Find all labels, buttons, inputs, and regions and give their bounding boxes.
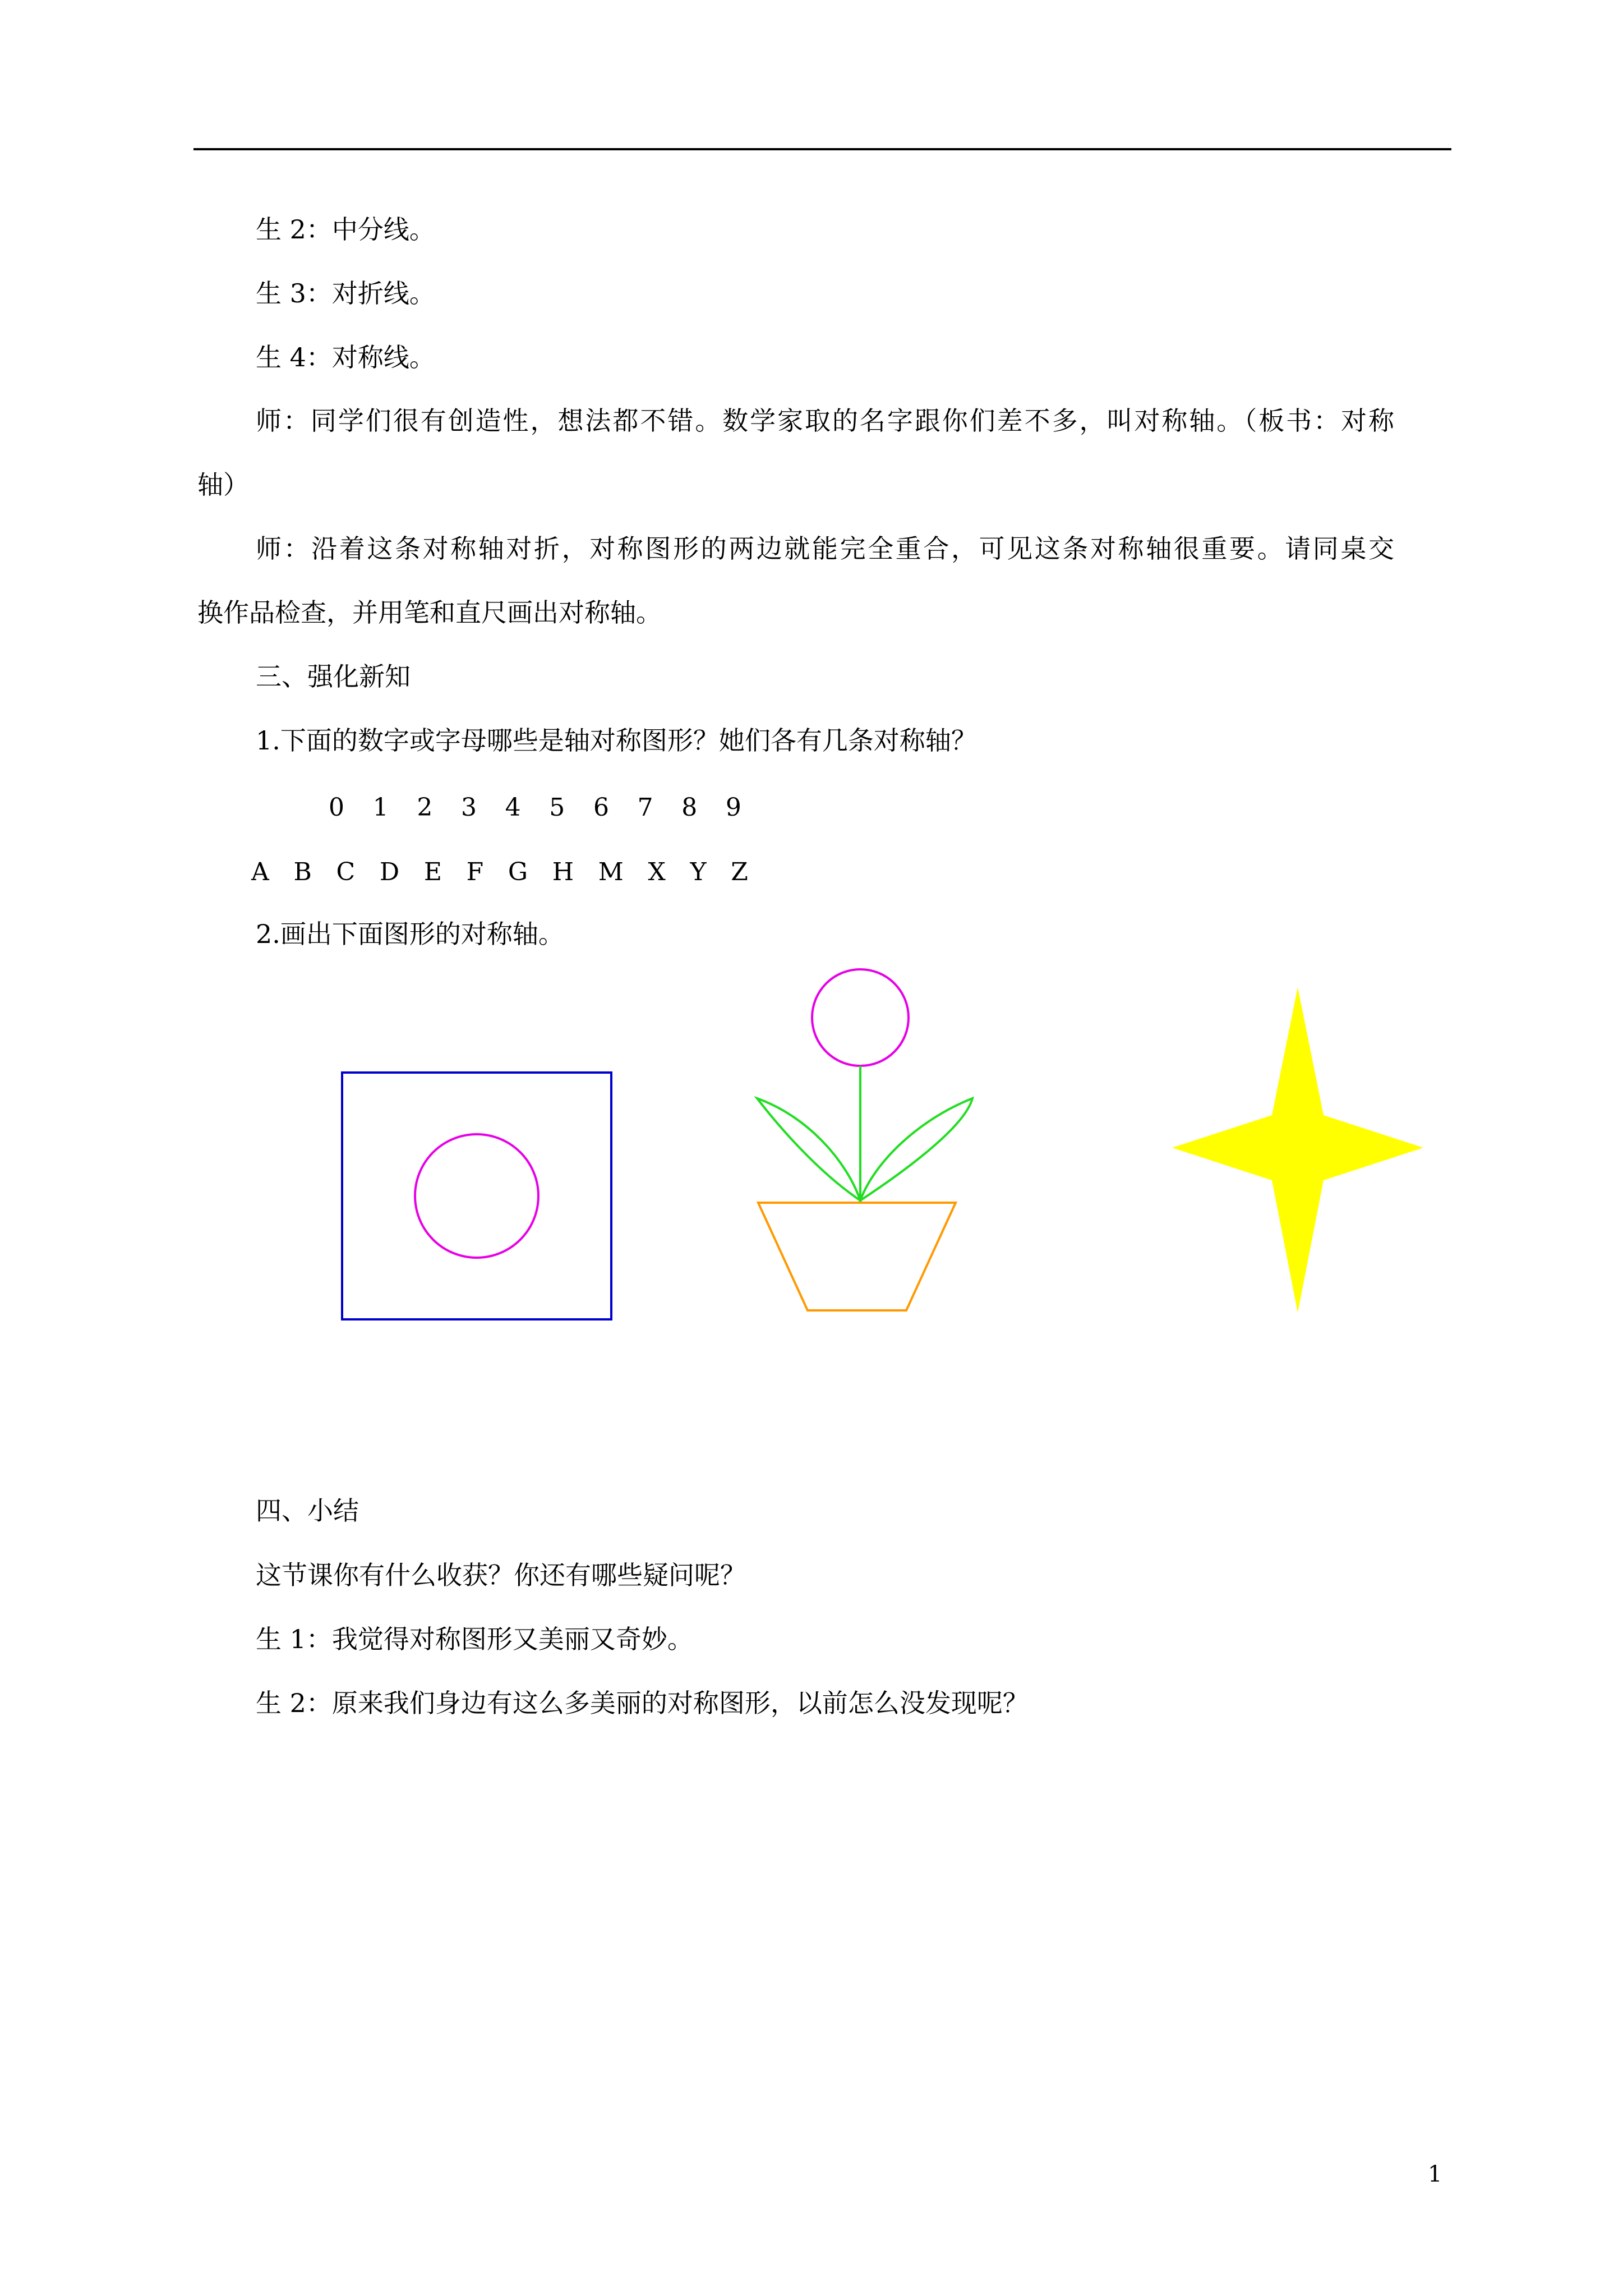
page-number: 1 xyxy=(1428,2161,1442,2187)
digit-character: 2 xyxy=(417,793,433,822)
question-1: 1.下面的数字或字母哪些是轴对称图形？她们各有几条对称轴？ xyxy=(256,725,977,756)
letter-character: A xyxy=(251,858,269,886)
dialogue-line: 生 3：对折线。 xyxy=(256,278,435,309)
flower-head-shape xyxy=(812,969,909,1066)
square-shape xyxy=(342,1073,611,1319)
flower-pot-figure xyxy=(740,959,987,1318)
teacher-paragraph-line: 换作品检查，并用笔和直尺画出对称轴。 xyxy=(197,597,662,628)
digit-character: 5 xyxy=(549,793,565,822)
letter-character: B xyxy=(293,858,312,886)
four-point-star-shape xyxy=(1172,987,1423,1313)
digits-row xyxy=(329,795,741,820)
teacher-paragraph-line: 轴） xyxy=(197,470,249,500)
question-2: 2.画出下面图形的对称轴。 xyxy=(256,919,564,949)
digit-character: 0 xyxy=(329,793,344,822)
left-leaf-shape xyxy=(757,1098,860,1200)
dialogue-line: 生 2：中分线。 xyxy=(256,214,435,245)
header-rule xyxy=(193,148,1451,150)
student-answer: 生 2：原来我们身边有这么多美丽的对称图形，以前怎么没发现呢？ xyxy=(256,1688,1029,1718)
section-heading: 三、强化新知 xyxy=(256,661,411,692)
flower-pot-shape xyxy=(758,1203,956,1310)
section-heading: 四、小结 xyxy=(256,1496,359,1526)
letter-character: Y xyxy=(690,858,707,886)
letter-character: G xyxy=(508,858,528,886)
digit-character: 7 xyxy=(637,793,653,822)
letter-character: Z xyxy=(731,858,748,886)
digit-character: 8 xyxy=(681,793,698,822)
summary-question: 这节课你有什么收获？你还有哪些疑问呢？ xyxy=(256,1560,746,1590)
letters-row xyxy=(251,860,748,885)
letter-character: F xyxy=(466,858,484,886)
letter-character: C xyxy=(336,858,356,886)
teacher-paragraph-line: 师：同学们很有创造性，想法都不错。数学家取的名字跟你们差不多，叫对称轴。（板书：对称 xyxy=(256,406,1394,436)
student-answer: 生 1：我觉得对称图形又美丽又奇妙。 xyxy=(256,1624,693,1654)
digit-character: 3 xyxy=(460,793,477,822)
circle-shape xyxy=(415,1134,538,1258)
right-leaf-shape xyxy=(860,1098,972,1200)
square-with-circle-figure xyxy=(336,1066,617,1335)
four-point-star-figure xyxy=(1172,987,1430,1318)
digit-character: 1 xyxy=(372,793,389,822)
letter-character: H xyxy=(552,858,574,886)
teacher-paragraph-line: 师：沿着这条对称轴对折，对称图形的两边就能完全重合，可见这条对称轴很重要。请同桌交 xyxy=(256,533,1394,564)
letter-character: E xyxy=(423,858,442,886)
letter-character: M xyxy=(598,858,624,886)
digit-character: 4 xyxy=(505,793,521,822)
letter-character: D xyxy=(379,858,400,886)
digit-character: 6 xyxy=(593,793,609,822)
digit-character: 9 xyxy=(725,793,741,822)
dialogue-line: 生 4：对称线。 xyxy=(256,342,435,372)
letter-character: X xyxy=(648,858,666,886)
